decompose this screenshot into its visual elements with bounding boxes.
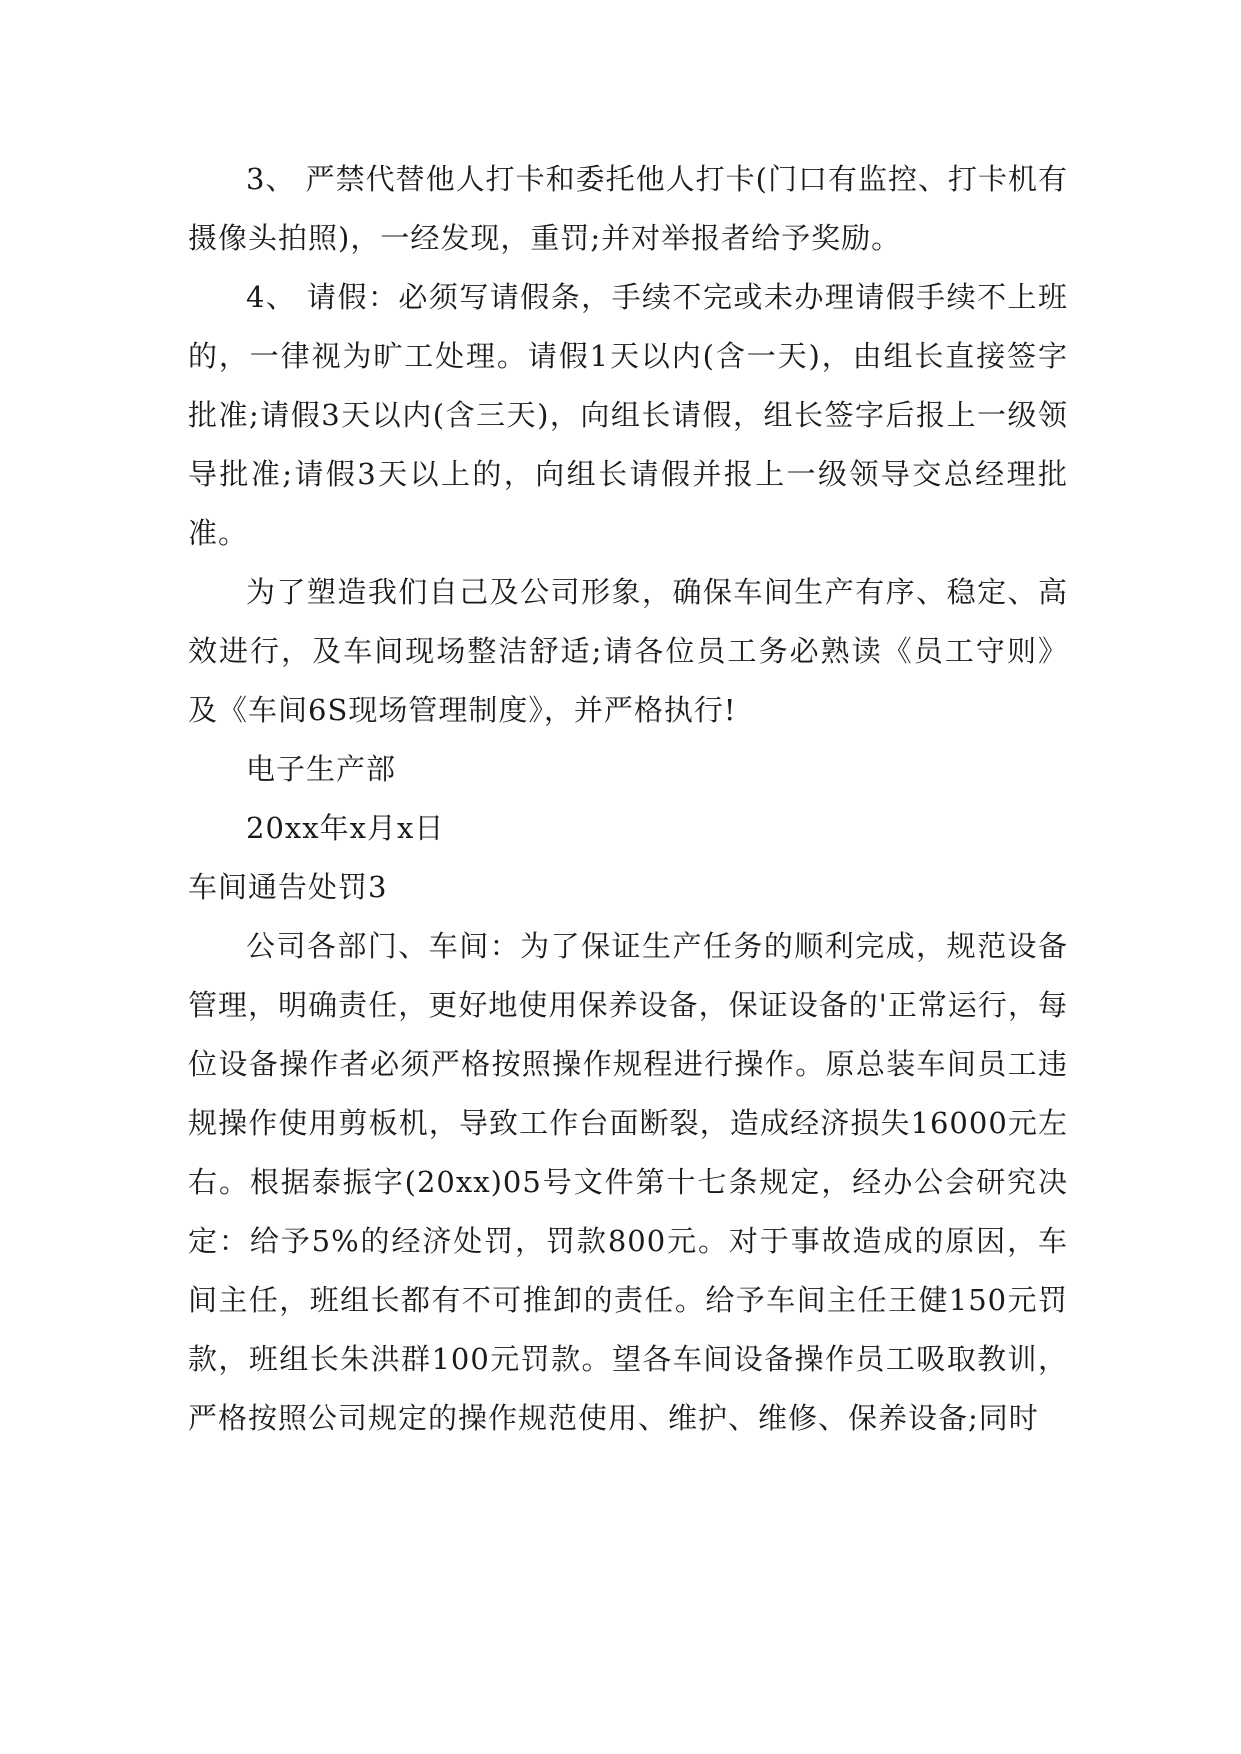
document-body: [188, 150, 1068, 1448]
section-body: 公司各部门、车间：为了保证生产任务的顺利完成，规范设备管理，明确责任，更好地使用保养设备，保证设备的'正常运行，每位设备操作者必须严格按照操作规程进行操作。原总装车间员工违规操作使用剪板机，导致工作台面断裂，造成经济损失16000元左右。根据泰振字(20xx)05号文件第十七条规定，经办公会研究决定：给予5%的经济处罚，罚款800元。对于事故造成的原因，车间主任，班组长都有不可推卸的责任。给予车间主任王健150元罚款，班组长朱洪群100元罚款。望各车间设备操作员工吸取教训，严格按照公司规定的操作规范使用、维护、维修、保养设备;同时: [188, 929, 1068, 1435]
section-title: 车间通告处罚3: [188, 870, 388, 904]
signature-date: 20xx年x月x日: [246, 811, 445, 845]
signature-department: 电子生产部: [246, 752, 397, 786]
paragraph-rule-3: 3、 严禁代替他人打卡和委托他人打卡(门口有监控、打卡机有摄像头拍照)，一经发现，重罚;并对举报者给予奖励。: [188, 162, 1068, 255]
paragraph-closing: 为了塑造我们自己及公司形象，确保车间生产有序、稳定、高效进行，及车间现场整洁舒适;请各位员工务必熟读《员工守则》及《车间6S现场管理制度》，并严格执行!: [188, 575, 1068, 727]
paragraph-rule-4-leave: 4、 请假：必须写请假条，手续不完或未办理请假手续不上班的，一律视为旷工处理。请假1天以内(含一天)，由组长直接签字批准;请假3天以内(含三天)，向组长请假，组长签字后报上一级领导批准;请假3天以上的，向组长请假并报上一级领导交总经理批准。: [188, 280, 1068, 550]
